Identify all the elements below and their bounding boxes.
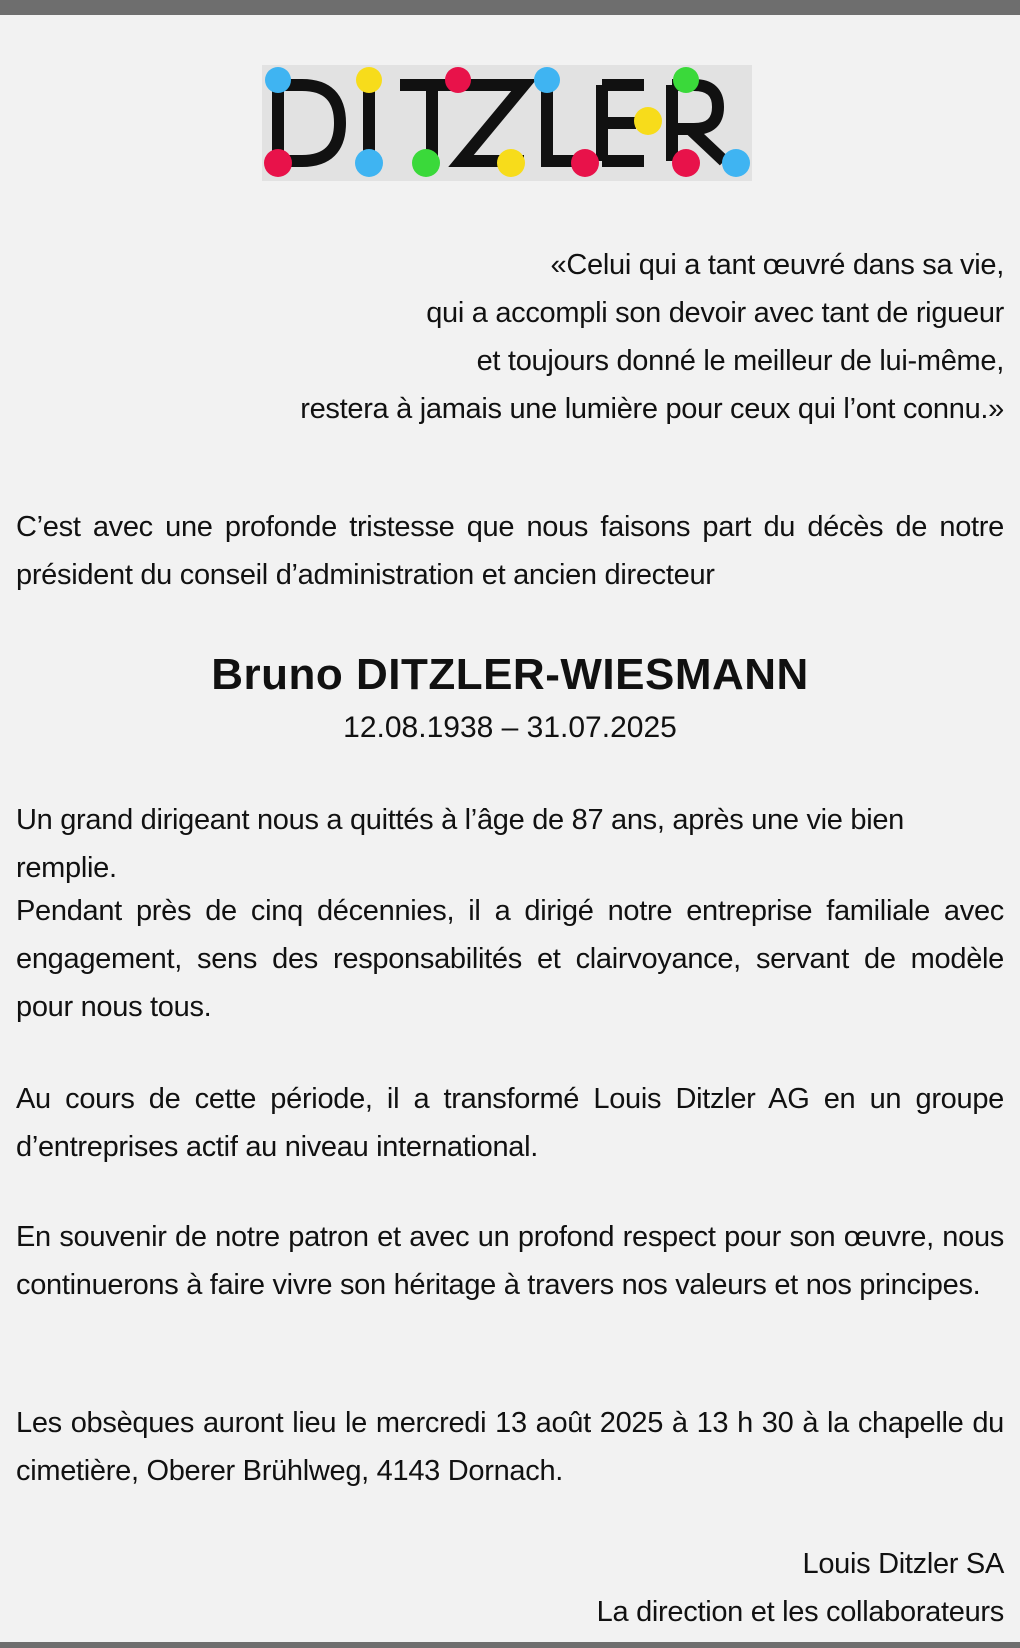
ditzler-logo-graphic [262,65,752,181]
quote-line: et toujours donné le meilleur de lui-même, [476,345,1004,377]
paragraph-age: Un grand dirigeant nous a quittés à l’âge de 87 ans, après une vie bien remplie. [16,804,904,884]
quote-line: restera à jamais une lumière pour ceux qui l’ont connu.» [300,393,1004,425]
memorial-quote [16,241,1004,433]
signature-team: La direction et les collaborateurs [596,1596,1004,1628]
paragraph-legacy: En souvenir de notre patron et avec un profond respect pour son œuvre, nous continuerons à faire vivre son héritage à travers nos valeurs et nos principes. [16,1221,1004,1301]
top-border [0,0,1020,15]
intro-paragraph: C’est avec une profonde tristesse que nous faisons part du décès de notre président du conseil d’administration et ancien directeur [16,511,1004,591]
signature-company: Louis Ditzler SA [802,1548,1004,1580]
quote-line: qui a accompli son devoir avec tant de rigueur [426,297,1004,329]
ditzler-logo [262,65,752,181]
signature [16,1540,1004,1636]
bottom-border [0,1642,1020,1648]
paragraph-company: Au cours de cette période, il a transformé Louis Ditzler AG en un groupe d’entreprises actif au niveau international. [16,1083,1004,1163]
paragraph-funeral: Les obsèques auront lieu le mercredi 13 août 2025 à 13 h 30 à la chapelle du cimetière, Oberer Brühlweg, 4143 Dornach. [16,1407,1004,1487]
deceased-dates: 12.08.1938 – 31.07.2025 [343,711,677,744]
paragraph-career: Pendant près de cinq décennies, il a dirigé notre entreprise familiale avec engagement, sens des responsabilités et clairvoyance, servant de modèle pour nous tous. [16,895,1004,1023]
quote-line: «Celui qui a tant œuvré dans sa vie, [550,249,1004,281]
deceased-name: Bruno DITZLER-WIESMANN [211,650,809,699]
